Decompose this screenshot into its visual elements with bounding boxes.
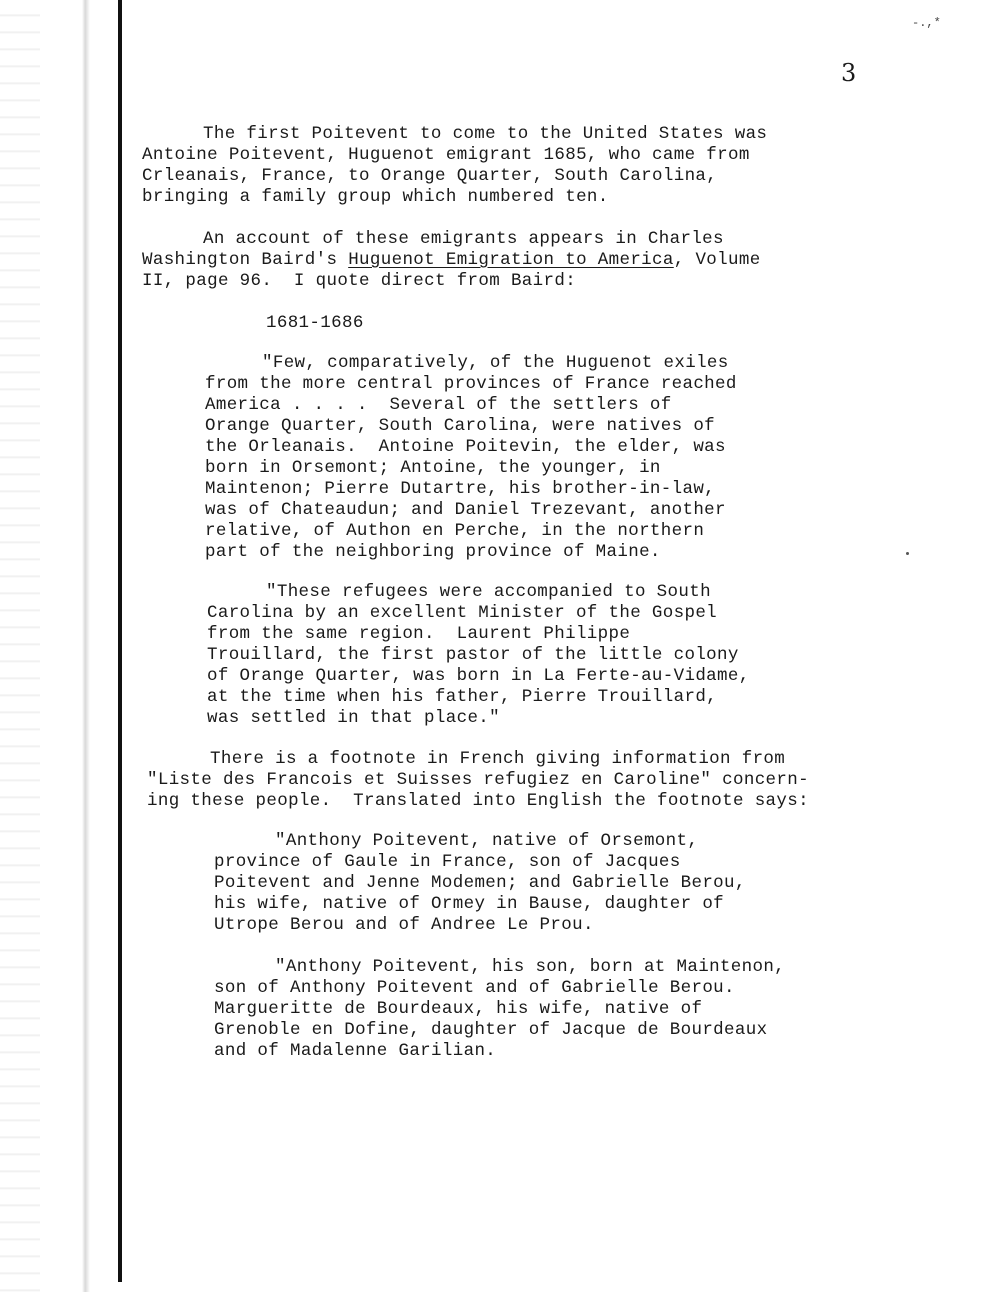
quote-3-line: his wife, native of Ormey in Bause, daughter of <box>214 894 725 914</box>
quote-1-line: was of Chateaudun; and Daniel Trezevant, another <box>205 500 726 520</box>
quote-2-line: from the same region. Laurent Philippe <box>207 624 631 644</box>
scan-speck <box>906 552 909 555</box>
quote-1-line: America . . . . Several of the settlers of <box>205 395 672 415</box>
paragraph-2-line: An account of these emigrants appears in Charles <box>203 229 724 249</box>
quote-1-line: "Few, comparatively, of the Huguenot exiles <box>262 353 729 373</box>
paragraph-2-line: II, page 96. I quote direct from Baird: <box>142 271 577 291</box>
paragraph-1-line: Antoine Poitevent, Huguenot emigrant 1685, who came from <box>142 145 750 165</box>
quote-1-line: born in Orsemont; Antoine, the younger, in <box>205 458 661 478</box>
binding-shadow <box>82 0 90 1292</box>
quote-1-line: Maintenon; Pierre Dutartre, his brother-in-law, <box>205 479 716 499</box>
quote-4-line: "Anthony Poitevent, his son, born at Maintenon, <box>275 957 786 977</box>
quote-1-line: relative, of Authon en Perche, in the northern <box>205 521 705 541</box>
quote-4-line: and of Madalenne Garilian. <box>214 1041 497 1061</box>
paragraph-2-text: , Volume <box>673 250 761 270</box>
paragraph-1-line: Crleanais, France, to Orange Quarter, South Carolina, <box>142 166 718 186</box>
book-title: Huguenot Emigration to America <box>348 250 674 270</box>
date-range-heading: 1681-1686 <box>266 313 364 333</box>
quote-2-line: of Orange Quarter, was born in La Ferte-au-Vidame, <box>207 666 750 686</box>
scan-edge-speckle <box>0 0 40 1292</box>
quote-3-line: "Anthony Poitevent, native of Orsemont, <box>275 831 699 851</box>
quote-3-line: province of Gaule in France, son of Jacques <box>214 852 681 872</box>
quote-2-line: Carolina by an excellent Minister of the Gospel <box>207 603 718 623</box>
quote-4-line: son of Anthony Poitevent and of Gabrielle Berou. <box>214 978 735 998</box>
paragraph-1-line: The first Poitevent to come to the United States was <box>203 124 768 144</box>
quote-2-line: Trouillard, the first pastor of the little colony <box>207 645 739 665</box>
binding-margin-line <box>118 0 122 1282</box>
quote-3-line: Poitevent and Jenne Modemen; and Gabrielle Berou, <box>214 873 746 893</box>
paragraph-3-line: ing these people. Translated into English the footnote says: <box>147 791 809 811</box>
paragraph-2-text: Washington Baird's <box>142 250 349 270</box>
quote-1-line: Orange Quarter, South Carolina, were natives of <box>205 416 716 436</box>
paragraph-2-line <box>142 250 761 271</box>
corner-scan-mark: -.,* <box>912 16 941 30</box>
quote-4-line: Grenoble en Dofine, daughter of Jacque de Bourdeaux <box>214 1020 768 1040</box>
paragraph-3-line: There is a footnote in French giving information from <box>210 749 786 769</box>
page-number: 3 <box>841 59 857 87</box>
quote-3-line: Utrope Berou and of Andree Le Prou. <box>214 915 594 935</box>
quote-2-line: "These refugees were accompanied to South <box>266 582 711 602</box>
quote-2-line: was settled in that place." <box>207 708 500 728</box>
quote-1-line: the Orleanais. Antoine Poitevin, the elder, was <box>205 437 726 457</box>
quote-1-line: part of the neighboring province of Maine. <box>205 542 661 562</box>
quote-2-line: at the time when his father, Pierre Trouillard, <box>207 687 718 707</box>
quote-4-line: Margueritte de Bourdeaux, his wife, native of <box>214 999 703 1019</box>
paragraph-3-line: "Liste des Francois et Suisses refugiez en Caroline" concern- <box>147 770 809 790</box>
paragraph-1-line: bringing a family group which numbered ten. <box>142 187 609 207</box>
quote-1-line: from the more central provinces of France reached <box>205 374 737 394</box>
